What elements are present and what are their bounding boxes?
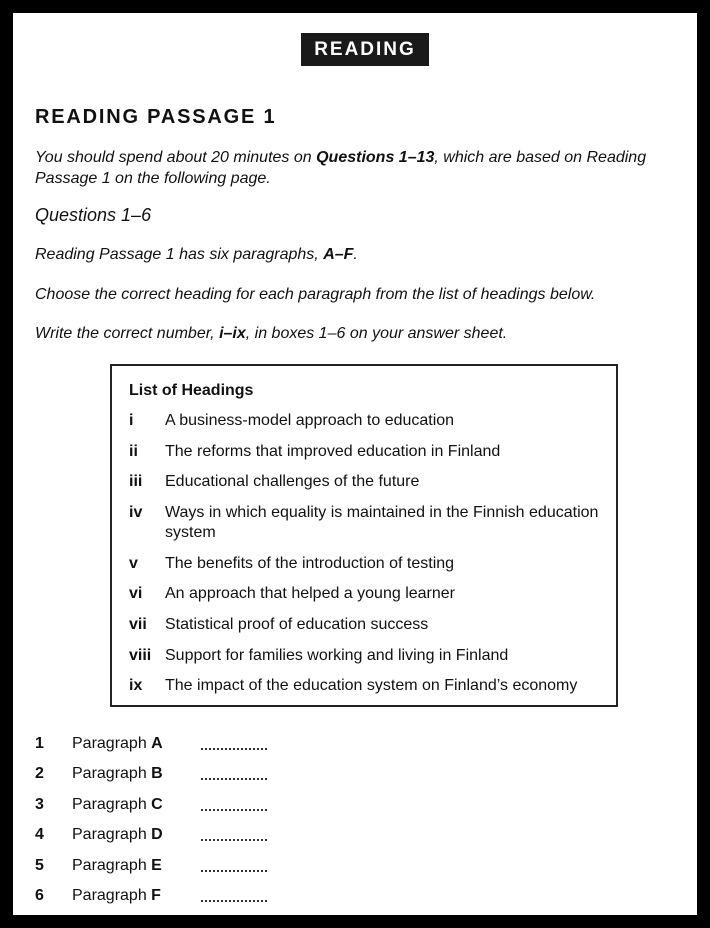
paragraph-word: Paragraph bbox=[72, 735, 152, 752]
heading-number: i bbox=[129, 412, 134, 429]
instruction-write bbox=[35, 324, 507, 344]
instr1-post: . bbox=[353, 246, 358, 263]
paragraph-label bbox=[72, 857, 162, 875]
question-number: 3 bbox=[35, 796, 44, 813]
heading-number: iii bbox=[129, 473, 143, 490]
heading-text: Ways in which equality is maintained in the Finnish education system bbox=[165, 504, 599, 541]
heading-number: viii bbox=[129, 647, 152, 664]
intro-part1: You should spend about 20 minutes on bbox=[35, 149, 317, 166]
heading-text: A business-model approach to education bbox=[165, 412, 455, 429]
paragraph-label bbox=[72, 826, 163, 844]
paragraph-letter: B bbox=[151, 765, 163, 782]
heading-number: vii bbox=[129, 616, 147, 633]
intro-bold: Questions 1–13 bbox=[316, 149, 435, 166]
heading-number: v bbox=[129, 555, 138, 572]
heading-number: ix bbox=[129, 677, 143, 694]
answer-blank[interactable] bbox=[201, 748, 267, 750]
answer-row bbox=[35, 735, 335, 755]
passage-title: READING PASSAGE 1 bbox=[35, 106, 277, 128]
heading-text: An approach that helped a young learner bbox=[165, 585, 455, 602]
question-number: 1 bbox=[35, 735, 44, 752]
paragraph-word: Paragraph bbox=[72, 826, 152, 843]
paragraph-letter: F bbox=[151, 887, 161, 904]
answer-row bbox=[35, 796, 335, 816]
section-badge: READING bbox=[301, 33, 429, 66]
instr3-bold: i–ix bbox=[219, 325, 246, 342]
paragraph-letter: C bbox=[151, 796, 163, 813]
page-sheet bbox=[13, 13, 697, 915]
paragraph-word: Paragraph bbox=[72, 796, 152, 813]
intro-text bbox=[35, 147, 675, 189]
questions-range: Questions 1–6 bbox=[35, 205, 152, 225]
answer-blank[interactable] bbox=[201, 809, 267, 811]
paragraph-word: Paragraph bbox=[72, 857, 152, 874]
question-number: 5 bbox=[35, 857, 44, 874]
instruction-paragraphs bbox=[35, 245, 358, 265]
answer-row bbox=[35, 826, 335, 846]
paragraph-letter: E bbox=[151, 857, 162, 874]
question-number: 2 bbox=[35, 765, 44, 782]
paragraph-label bbox=[72, 735, 163, 753]
answer-blank[interactable] bbox=[201, 870, 267, 872]
paragraph-letter: A bbox=[151, 735, 163, 752]
heading-text: The benefits of the introduction of testing bbox=[165, 555, 455, 572]
instruction-choose: Choose the correct heading for each paragraph from the list of headings below. bbox=[35, 286, 596, 303]
answer-row bbox=[35, 857, 335, 877]
answer-blank[interactable] bbox=[201, 778, 267, 780]
heading-text: The impact of the education system on Finland’s economy bbox=[165, 677, 578, 694]
paragraph-word: Paragraph bbox=[72, 765, 152, 782]
instr3-post: , in boxes 1–6 on your answer sheet. bbox=[245, 325, 508, 342]
heading-text: The reforms that improved education in Finland bbox=[165, 443, 501, 460]
instr3-pre: Write the correct number, bbox=[35, 325, 220, 342]
instr1-bold: A–F bbox=[323, 246, 354, 263]
list-of-headings-box bbox=[110, 364, 618, 707]
heading-text: Support for families working and living in Finland bbox=[165, 647, 509, 664]
instr1-pre: Reading Passage 1 has six paragraphs, bbox=[35, 246, 324, 263]
question-number: 4 bbox=[35, 826, 44, 843]
answer-row bbox=[35, 765, 335, 785]
paragraph-word: Paragraph bbox=[72, 887, 152, 904]
heading-number: vi bbox=[129, 585, 143, 602]
answer-blank[interactable] bbox=[201, 839, 267, 841]
question-number: 6 bbox=[35, 887, 44, 904]
answer-blank[interactable] bbox=[201, 900, 267, 902]
paragraph-label bbox=[72, 765, 163, 783]
heading-text: Educational challenges of the future bbox=[165, 473, 420, 490]
paragraph-label bbox=[72, 887, 161, 905]
intro-part2: , which are based on Reading Passage 1 on the following page. bbox=[35, 149, 647, 187]
heading-text: Statistical proof of education success bbox=[165, 616, 429, 633]
paragraph-label bbox=[72, 796, 163, 814]
paragraph-letter: D bbox=[151, 826, 163, 843]
heading-number: iv bbox=[129, 504, 143, 521]
answer-row bbox=[35, 887, 335, 907]
headings-title: List of Headings bbox=[129, 382, 254, 399]
heading-number: ii bbox=[129, 443, 138, 460]
